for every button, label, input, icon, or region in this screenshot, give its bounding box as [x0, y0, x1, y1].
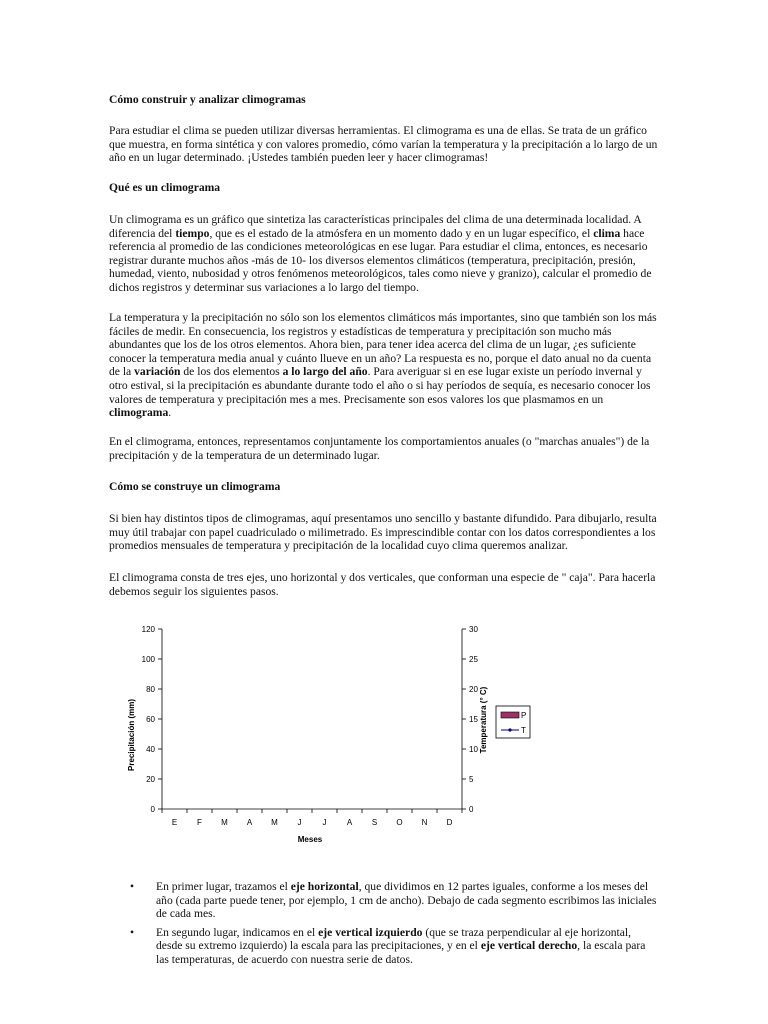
x-tick-label: D — [446, 818, 453, 827]
x-tick-label: O — [396, 818, 403, 827]
paragraph-temperatura-precipitacion: La temperatura y la precipitación no sólo son los elementos climáticos más importantes, sino que también son los más fáciles de medir. En consecuencia, los registros y estadísticas de temperatura y precipitación son mucho más abundantes que los de los otros elementos. Ahora bien, para tener idea acerca del clima de un lugar, ¿es suficiente conocer la temperatura media anual y cuánto llueve en un año? La respuesta es no, porque el dato anual no da cuenta de la variación de los dos elementos a lo largo del año. Para averiguar si en ese lugar existe un período invernal y otro estival, si la precipitación es abundante durante todo el año o si hay períodos de sequía, es necesario conocer los valores de temperatura y precipitación mes a mes. Precisamente son esos valores los que plasmamos en un climograma. — [109, 311, 657, 420]
y-tick-label-right: 20 — [469, 685, 478, 694]
bold-variacion: variación — [134, 365, 181, 379]
bullet-icon: • — [130, 880, 135, 893]
legend-swatch-p — [501, 712, 519, 718]
y-tick-label-left: 100 — [141, 655, 155, 664]
y-tick-label-right: 30 — [469, 625, 478, 634]
bold-eje-horizontal: eje horizontal — [290, 880, 359, 893]
bold-largo-ano: a lo largo del año — [282, 365, 368, 379]
x-tick-label: A — [346, 818, 353, 827]
paragraph-marchas-anuales: En el climograma, entonces, representamos conjuntamente los comportamientos anuales (o "marchas anuales") de la precipitación y de la temperatura de un determinado lugar. — [109, 435, 650, 462]
x-tick-label: N — [421, 818, 428, 827]
x-tick-label: M — [271, 818, 278, 827]
bullet-icon: • — [130, 925, 135, 939]
y-tick-label-left: 20 — [146, 775, 155, 784]
legend — [496, 706, 530, 738]
paragraph-tres-ejes: El climograma consta de tres ejes, uno horizontal y dos verticales, que conforman una especie de " caja". Para hacerla debemos seguir los siguientes pasos. — [109, 571, 656, 598]
bold-eje-vertical-izquierdo: eje vertical izquierdo — [318, 925, 423, 939]
legend-label-t: T — [521, 726, 526, 735]
y-axis-label-left: Precipitación (mm) — [127, 698, 136, 772]
y-tick-label-left: 80 — [146, 685, 155, 694]
y-tick-label-left: 120 — [141, 625, 155, 634]
y-tick-label-right: 10 — [469, 745, 478, 754]
y-tick-label-right: 5 — [469, 775, 474, 784]
x-tick-label: J — [297, 818, 302, 827]
x-tick-label: S — [371, 818, 378, 827]
x-tick-label: M — [221, 818, 228, 827]
y-tick-label-left: 40 — [146, 745, 155, 754]
y-tick-label-left: 0 — [150, 805, 155, 814]
y-tick-label-left: 60 — [146, 715, 155, 724]
bold-tiempo: tiempo — [175, 226, 210, 240]
y-tick-label-right: 25 — [469, 655, 478, 664]
page-title: Cómo construir y analizar climogramas — [109, 93, 306, 106]
bold-clima: clima — [593, 226, 621, 240]
x-tick-label: E — [171, 818, 178, 827]
x-tick-label: J — [322, 818, 327, 827]
x-tick-label: F — [197, 818, 202, 827]
x-tick-label: A — [246, 818, 253, 827]
intro-paragraph: Para estudiar el clima se pueden utilizar diversas herramientas. El climograma es una de ellas. Se trata de un gráfico que muestra, en forma sintética y con valores promedio, cómo varían la temperatura y la precipitación a lo largo de un año en un lugar determinado. ¡Ustedes también pueden leer y hacer climogramas! — [109, 124, 658, 165]
climogram-chart — [120, 620, 540, 850]
bold-eje-vertical-derecho: eje vertical derecho — [480, 939, 578, 953]
paragraph-clima-definicion: Un climograma es un gráfico que sintetiza las características principales del clima de una determinada localidad. A diferencia del tiempo, que es el estado de la atmósfera en un momento dado y en un lugar específico, el clima hace referencia al promedio de las condiciones meteorológicas en ese lugar. Para estudiar el clima, entonces, es necesario registrar durante muchos años -más de 10- los diversos elementos climáticos (temperatura, precipitación, presión, humedad, viento, nubosidad y otros fenómenos meteorológicos, tales como nieve y granizo), calcular el promedio de dichos registros y determinar sus variaciones a lo largo del tiempo. — [109, 213, 652, 294]
paragraph-tipos-climograma: Si bien hay distintos tipos de climogramas, aquí presentamos uno sencillo y bastante difundido. Para dibujarlo, resulta muy útil trabajar con papel cuadriculado o milimetrado. Es imprescindible contar con los datos correspondientes a los promedios mensuales de temperatura y precipitación de la localidad cuyo clima queremos analizar. — [109, 512, 657, 553]
y-tick-label-right: 15 — [469, 715, 478, 724]
section-heading-como-construye: Cómo se construye un climograma — [109, 480, 281, 493]
section-heading-que-es: Qué es un climograma — [109, 181, 221, 194]
y-tick-label-right: 0 — [469, 805, 474, 814]
legend-label-p: P — [521, 711, 527, 720]
y-axis-label-right: Temperatura (° C) — [479, 686, 488, 754]
list-item: • En segundo lugar, indicamos en el eje vertical izquierdo (que se traza perpendicular al eje horizontal, desde su extremo izquierdo) la escala para las precipitaciones, y en el eje vertical derecho, la escala para las temperaturas, de acuerdo con nuestra serie de datos. — [130, 925, 646, 966]
x-axis-label: Meses — [297, 835, 323, 844]
bold-climograma: climograma — [109, 406, 169, 420]
list-item: • En primer lugar, trazamos el eje horizontal, que dividimos en 12 partes iguales, conforme a los meses del año (cada parte puede tener, por ejemplo, 1 cm de ancho). Debajo de cada segmento escribimos las iniciales de cada mes. — [130, 880, 657, 921]
steps-list — [130, 880, 660, 972]
